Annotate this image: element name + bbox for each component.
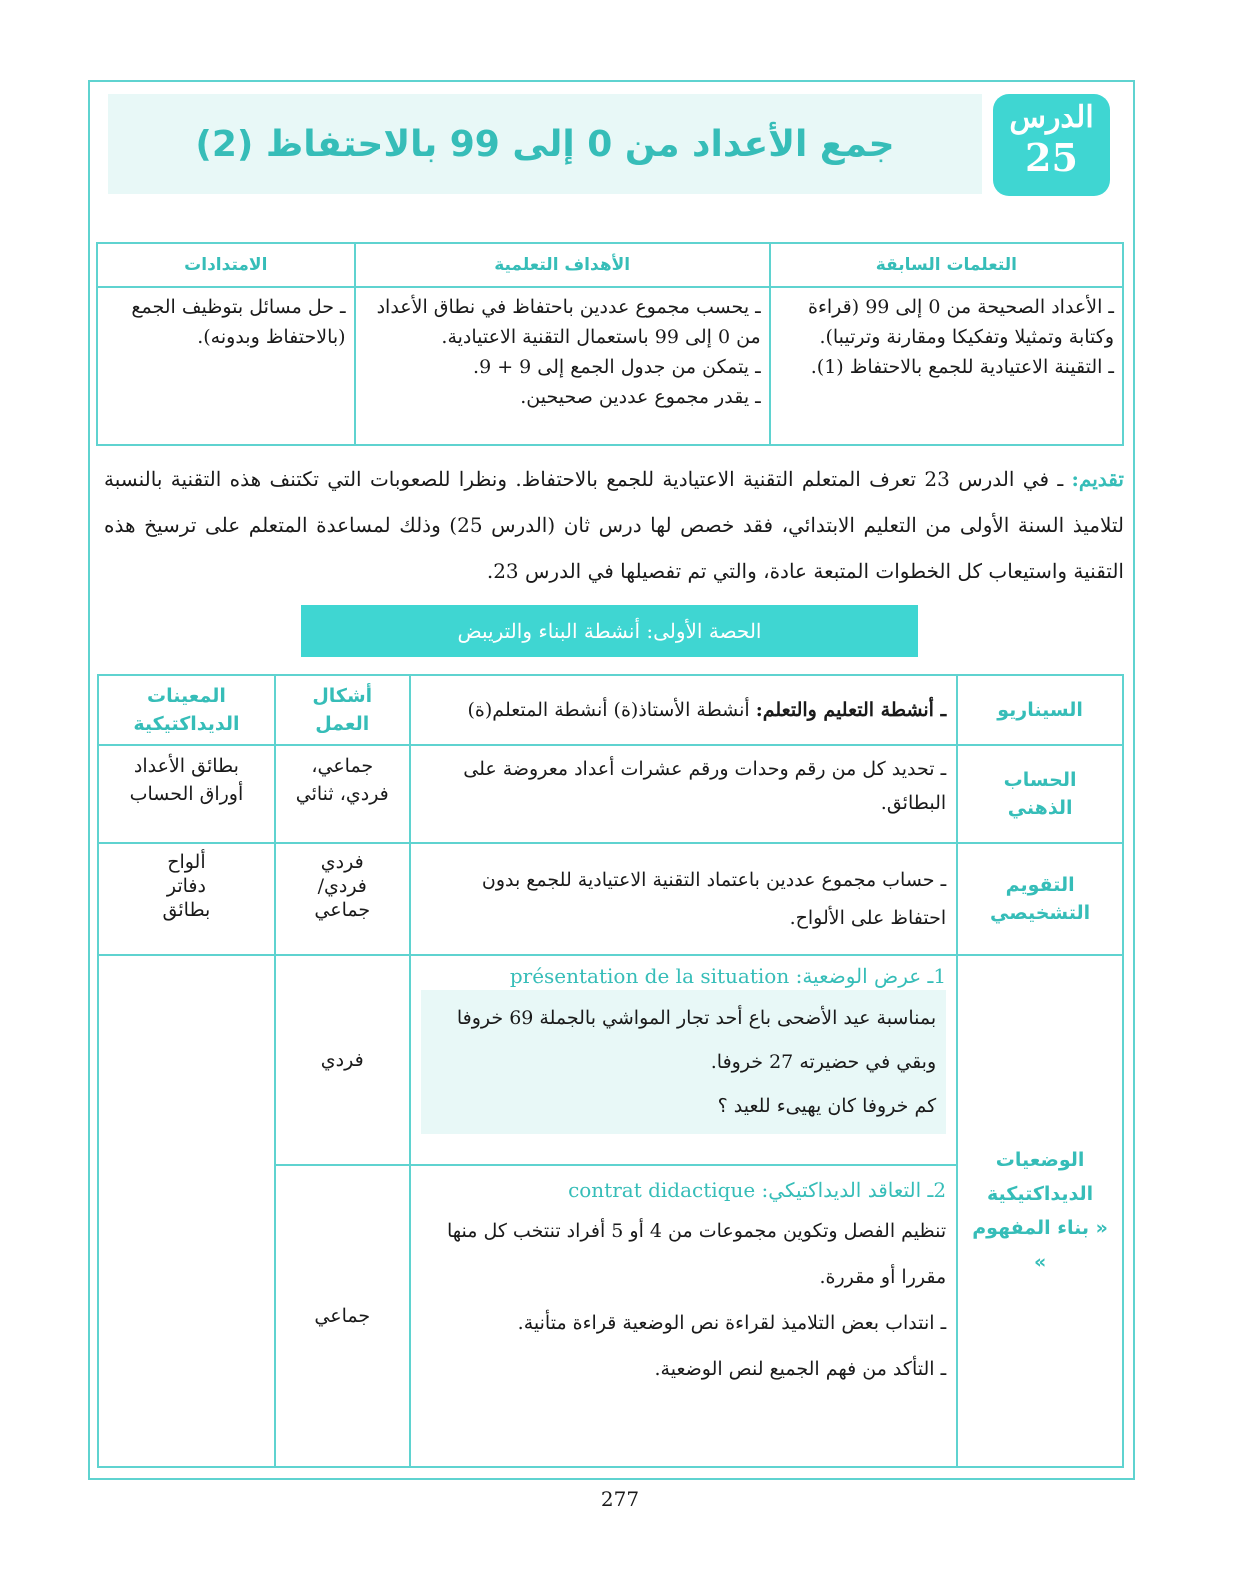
intro-text: ـ في الدرس 23 تعرف المتعلم التقنية الاعتيادية للجمع بالاحتفاظ. ونظرا للصعوبات التي تكتنف هذه التقنية بالنسبة لتلاميذ السنة الأولى من التعليم الابتدائي، فقد خصص لها درس ثان (الدرس 25) وذلك لمساعدة المتعلم على ترسيخ هذه التقنية واستيعاب كل الخطوات المتبعة عادة، والتي تم تفصيلها في الدرس 23. xyxy=(104,467,1125,583)
prior-item: ـ الأعداد الصحيحة من 0 إلى 99 (قراءة وكتابة وتمثيلا وتفكيكا ومقارنة وترتيبا). xyxy=(808,296,1114,348)
situation-line: بمناسبة عيد الأضحى باع أحد تجار المواشي بالجملة 69 خروفا xyxy=(456,1007,937,1029)
intro-heading: تقديم: xyxy=(1071,467,1124,491)
situations-line: الديداكتيكية xyxy=(987,1183,1094,1205)
work-item: فردي، ثنائي xyxy=(295,783,389,805)
work-item: فردي xyxy=(320,851,364,873)
aid-item: ألواح xyxy=(167,851,206,873)
scenario-diagnostic: التقويم التشخيصي xyxy=(957,843,1123,955)
work-contract: جماعي xyxy=(275,1165,410,1467)
lesson-title: جمع الأعداد من 0 إلى 99 بالاحتفاظ (2) xyxy=(195,123,895,165)
lesson-number: 25 xyxy=(1025,135,1078,180)
title-banner xyxy=(108,94,982,194)
prior-learning-cell xyxy=(770,287,1123,445)
prior-learning-header: التعلمات السابقة xyxy=(770,243,1123,287)
prior-item: ـ التقينة الاعتيادية للجمع بالاحتفاظ (1). xyxy=(810,356,1114,378)
goal-item: ـ يحسب مجموع عددين باحتفاظ في نطاق الأعداد من 0 إلى 99 باستعمال التقنية الاعتيادية. xyxy=(376,296,761,348)
situations-line: الوضعيات xyxy=(995,1149,1085,1171)
situation-box xyxy=(421,990,947,1134)
work-forms-header: أشكال العمل xyxy=(275,675,410,745)
goal-item: ـ يقدر مجموع عددين صحيحين. xyxy=(520,386,761,408)
extensions-cell xyxy=(97,287,355,445)
situation-heading: 1ـ عرض الوضعية: présentation de la situation xyxy=(509,964,947,988)
work-item: فردي/ xyxy=(317,875,367,897)
work-item: جماعي xyxy=(314,899,371,921)
work-mental-calc xyxy=(275,745,410,843)
activities-header xyxy=(410,675,958,745)
goals-cell xyxy=(355,287,770,445)
aids-diagnostic xyxy=(98,843,275,955)
aid-item: دفاتر xyxy=(166,875,206,897)
introduction xyxy=(104,456,1124,594)
aids-mental-calc xyxy=(98,745,275,843)
goal-item: ـ يتمكن من جدول الجمع إلى 9 + 9. xyxy=(473,356,761,378)
situation-line: وبقي في حضيرته 27 خروفا. xyxy=(710,1051,937,1073)
objectives-table xyxy=(96,242,1124,446)
activities-header-rest: أنشطة الأستاذ(ة) أنشطة المتعلم(ة) xyxy=(467,699,756,721)
activity-mental-calc xyxy=(410,745,958,843)
activity-text: ـ حساب مجموع عددين باعتماد التقنية الاعتيادية للجمع بدون احتفاظ على الألواح. xyxy=(481,869,947,929)
session-banner: الحصة الأولى: أنشطة البناء والتريبض xyxy=(301,605,918,657)
contract-line: ـ انتداب بعض التلاميذ لقراءة نص الوضعية قراءة متأنية. xyxy=(517,1312,947,1334)
activity-diagnostic xyxy=(410,843,958,955)
contract-line: تنظيم الفصل وتكوين مجموعات من 4 أو 5 أفراد تنتخب كل منها مقررا أو مقررة. xyxy=(446,1220,947,1288)
work-item: جماعي، xyxy=(311,755,374,777)
extensions-header: الامتدادات xyxy=(97,243,355,287)
work-diagnostic xyxy=(275,843,410,955)
extension-item: ـ حل مسائل بتوظيف الجمع (بالاحتفاظ وبدونه). xyxy=(131,296,346,348)
aid-item: بطائق xyxy=(162,899,211,921)
didactic-contract xyxy=(410,1165,958,1467)
activity-text: ـ تحديد كل من رقم وحدات ورقم عشرات أعداد معروضة على البطائق. xyxy=(463,758,947,814)
contract-heading: 2ـ التعاقد الديداكتيكي: contrat didactique xyxy=(568,1178,947,1202)
contract-line: ـ التأكد من فهم الجميع لنص الوضعية. xyxy=(654,1358,947,1380)
scenario-situations xyxy=(957,955,1123,1467)
situation-presentation xyxy=(410,955,958,1165)
aid-item: بطائق الأعداد xyxy=(133,755,239,777)
aid-item: أوراق الحساب xyxy=(129,783,244,805)
activities-header-bold: ـ أنشطة التعليم والتعلم: xyxy=(755,699,947,721)
lesson-label: الدرس xyxy=(1009,100,1094,135)
situation-line: كم خروفا كان يهيىء للعيد ؟ xyxy=(717,1095,937,1117)
goals-header: الأهداف التعلمية xyxy=(355,243,770,287)
aids-header: المعينات الديداكتيكية xyxy=(98,675,275,745)
aids-situations xyxy=(98,955,275,1467)
work-presentation: فردي xyxy=(275,955,410,1165)
lesson-plan-table xyxy=(97,674,1124,1468)
page-number: 277 xyxy=(600,1487,640,1511)
scenario-header: السيناريو xyxy=(957,675,1123,745)
lesson-badge xyxy=(993,94,1110,196)
scenario-mental-calc: الحساب الذهني xyxy=(957,745,1123,843)
situations-line: « بناء المفهوم » xyxy=(972,1217,1108,1273)
